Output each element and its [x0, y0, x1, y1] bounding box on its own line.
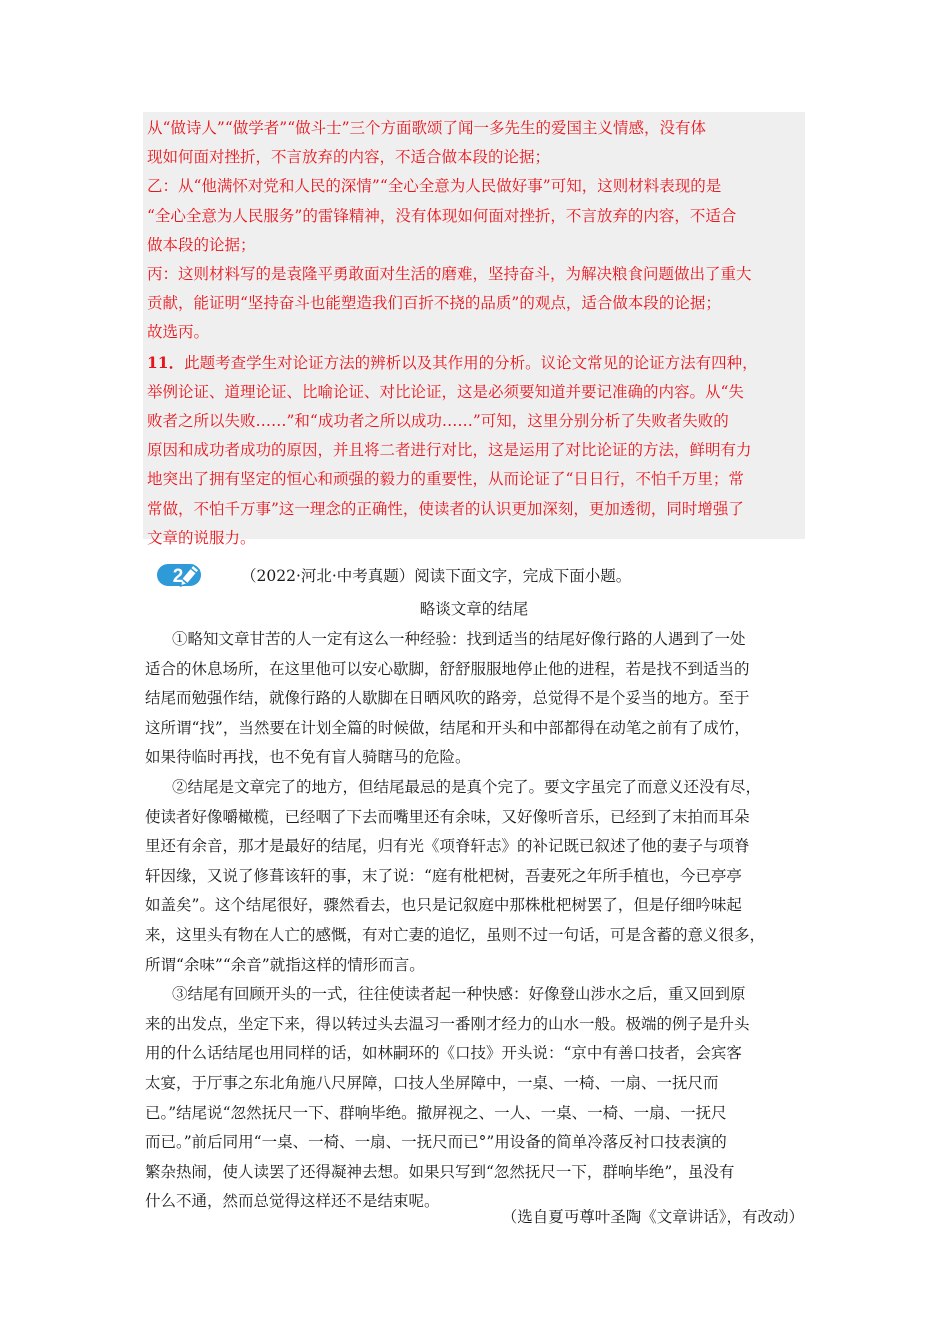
pencil-badge-icon: [157, 561, 215, 589]
article-source: （选自夏丏尊叶圣陶《文章讲话》，有改动）: [501, 1208, 804, 1226]
badge-number: 2: [172, 566, 184, 587]
answer-line: 举例论证、道理论证、比喻论证、对比论证，这是必须要知道并要记准确的内容。从“失: [147, 382, 744, 401]
article-line: 使读者好像嚼橄榄，已经咽了下去而嘴里还有余味，又好像听音乐，已经到了末拍而耳朵: [145, 807, 750, 826]
article-line: 繁杂热闹，使人读罢了还得凝神去想。如果只写到“忽然抚尺一下，群响毕绝”，虽没有: [145, 1162, 735, 1181]
answer-line: 文章的说服力。: [147, 528, 256, 547]
article-line: 来的出发点，坐定下来，得以转过头去温习一番刚才经力的山水一般。极端的例子是升头: [145, 1014, 750, 1033]
article-line: 来，这里头有物在人亡的感慨，有对亡妻的追忆，虽则不过一句话，可是含蓄的意义很多，: [145, 925, 766, 944]
article-body: [145, 625, 812, 1217]
article-line: 如盖矣”。这个结尾很好，骤然看去，也只是记叙庭中那株枇杷树罢了，但是仔细吟味起: [145, 896, 742, 915]
article-line: 已。”结尾说“忽然抚尺一下、群响毕绝。撤屏视之、一人、一桌、一椅、一扇、一抚尺: [145, 1103, 727, 1122]
article-title: 略谈文章的结尾: [419, 600, 529, 618]
answer-line: 地突出了拥有坚定的恒心和顽强的毅力的重要性，从而论证了“日日行，不怕千万里；常: [147, 470, 744, 489]
answer-line: 从“做诗人”“做学者”“做斗士”三个方面歌颂了闻一多先生的爱国主义情感，没有体: [147, 119, 707, 137]
answer-q11-line: [147, 348, 805, 378]
answer-line: 故选丙。: [147, 323, 210, 342]
answer-line: 现如何面对挫折，不言放弃的内容，不适合做本段的论据；: [147, 148, 551, 167]
answer-line: “全心全意为人民服务”的雷锋精神，没有体现如何面对挫折，不言放弃的内容，不适合: [147, 206, 737, 225]
article-line: 所谓“余味”“余音”就指这样的情形而言。: [145, 955, 425, 974]
article-line: 结尾而勉强作结，就像行路的人歇脚在日晒风吹的路旁，总觉得不是个妥当的地方。至于: [145, 689, 750, 708]
answer-line: 乙：从“他满怀对党和人民的深情”“全心全意为人民做好事”可知，这则材料表现的是: [147, 177, 722, 196]
article-line: 太宴，于厅事之东北角施八尺屏障，口技人坐屏障中，一桌、一椅、一扇、一抚尺而: [145, 1073, 719, 1092]
article-line: 什么不通，然而总觉得这样还不是结束呢。: [145, 1192, 440, 1211]
article-line: ③结尾有回顾开头的一式，往往使读者起一种快感：好像登山涉水之后，重又回到原: [172, 985, 746, 1004]
article-line: 如果待临时再找，也不免有盲人骑瞎马的危险。: [145, 748, 471, 767]
article-line: ①略知文章甘苦的人一定有这么一种经验：找到适当的结尾好像行路的人遇到了一处: [172, 630, 746, 648]
answer-line-text: 此题考查学生对论证方法的辨析以及其作用的分析。议论文常见的论证方法有四种，: [184, 353, 758, 372]
answer-explanation-box: [143, 112, 805, 547]
article-line: 用的什么话结尾也用同样的话，如林嗣环的《口技》开头说：“京中有善口技者，会宾客: [145, 1044, 742, 1063]
answer-line: 丙：这则材料写的是袁隆平勇敢面对生活的磨难，坚持奋斗，为解决粮食问题做出了重大: [147, 265, 752, 284]
answer-line: 原因和成功者成功的原因，并且将二者进行对比，这是运用了对比论证的方法，鲜明有力: [147, 441, 752, 460]
article-line: 而已。”前后同用“一桌、一椅、一扇、一抚尺而已°”用设备的简单冷落反衬口技表演的: [145, 1133, 727, 1152]
question-number-badge: [157, 561, 215, 589]
article-line: ②结尾是文章完了的地方，但结尾最忌的是真个完了。要文字虽完了而意义还没有尽，: [172, 777, 762, 796]
answer-line: 败者之所以失败……”和“成功者之所以成功……”可知，这里分别分析了失败者失败的: [147, 412, 729, 431]
question-header: [157, 560, 807, 590]
article-line: 这所谓“找”，当然要在计划全篇的时候做，结尾和开头和中部都得在动笔之前有了成竹，: [145, 718, 750, 737]
question-11-number: 11．: [147, 352, 185, 372]
answer-line: 常做，不怕千万事”这一理念的正确性，使读者的认识更加深刻，更加透彻，同时增强了: [147, 499, 744, 518]
answer-line: 做本段的论据；: [147, 235, 256, 254]
article-line: 适合的休息场所，在这里他可以安心歇脚，舒舒服服地停止他的进程，若是找不到适当的: [145, 659, 750, 678]
article-line: 轩因缘，又说了修葺该轩的事，末了说：“庭有枇杷树，吾妻死之年所手植也，今已亭亭: [145, 866, 742, 885]
answer-line: 贡献，能证明“坚持奋斗也能塑造我们百折不挠的品质”的观点，适合做本段的论据；: [147, 294, 721, 313]
question-prompt: （2022·河北·中考真题）阅读下面文字，完成下面小题。: [241, 567, 632, 585]
article-line: 里还有余音，那才是最好的结尾，归有光《项脊轩志》的补记既已叙述了他的妻子与项脊: [145, 837, 750, 856]
